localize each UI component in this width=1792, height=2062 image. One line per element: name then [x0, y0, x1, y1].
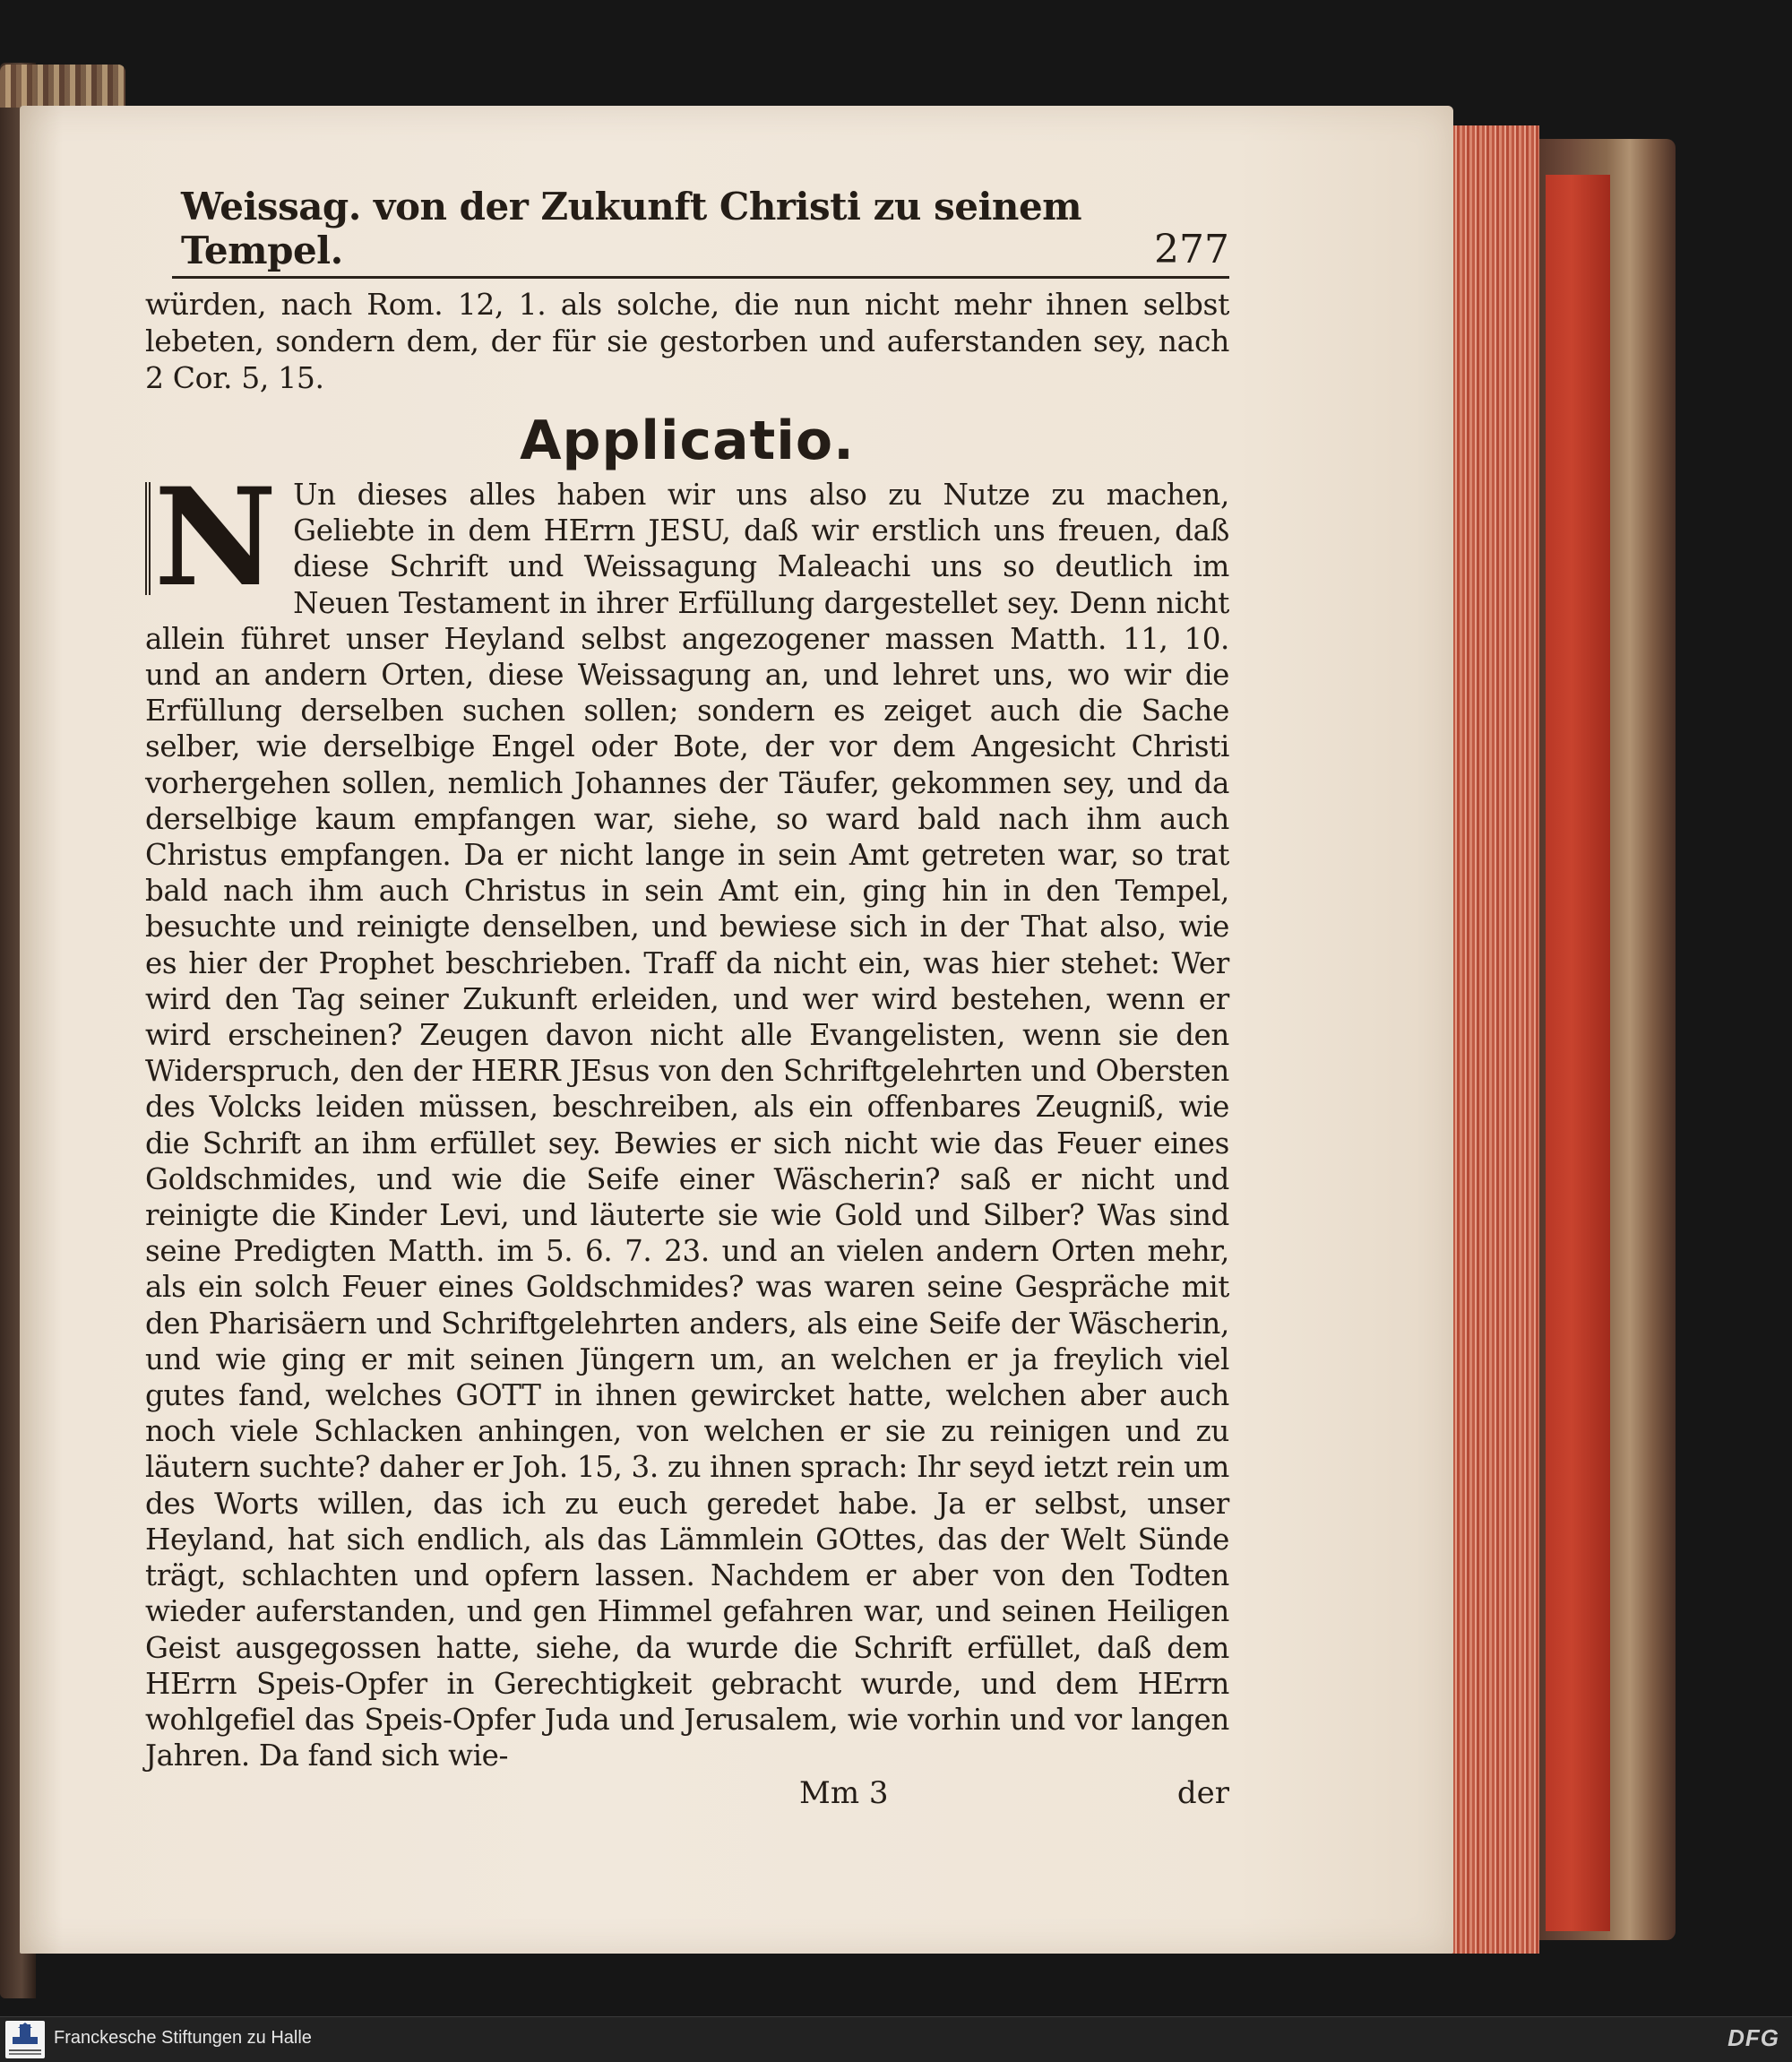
page-number: 277	[1154, 227, 1229, 272]
institution-name: Franckesche Stiftungen zu Halle	[54, 2028, 312, 2048]
drop-initial: N	[145, 482, 280, 595]
page-edges-red	[1546, 175, 1610, 1931]
page-foot	[145, 1775, 1229, 1818]
signature-mark: Mm 3	[799, 1775, 889, 1812]
book-headband	[0, 65, 125, 108]
body-text: Un dieses alles haben wir uns also zu Nutze zu machen, Geliebte in dem HErrn JESU, daß wir erstlich uns freuen, daß diese Schrift und Weissagung Maleachi uns so deutlich im Neuen Testament in ihrer Erfüllung dargestellet sey. Denn nicht allein führet unser Heyland selbst angezogener massen Matth. 11, 10. und an andern Orten, diese Weissagung an, und lehret uns, wo wir die Erfüllung derselben suchen sollen; sondern es zeiget auch die Sache selber, wie derselbige Engel oder Bote, der vor dem Angesicht Christi vorhergehen sollen, nemlich Johannes der Täufer, gekommen sey, und da derselbige kaum empfangen war, siehe, so ward bald nach ihm auch Christus empfangen. Da er nicht lange in sein Amt getreten war, so trat bald nach ihm auch Christus in sein Amt ein, ging hin in den Tempel, besuchte und reinigte denselben, und bewiese sich in der That also, wie es hier der Prophet beschrieben. Traff da nicht ein, was hier stehet: Wer wird den Tag seiner Zukunft erleiden, und wer wird bestehen, wenn er wird erscheinen? Zeugen davon nicht alle Evangelisten, wenn sie den Widerspruch, den der HERR JEsus von den Schriftgelehrten und Obersten des Volcks leiden müssen, beschreiben, als ein offenbares Zeugniß, wie die Schrift an ihm erfüllet sey. Bewies er sich nicht wie das Feuer eines Goldschmides, und wie die Seife einer Wäscherin? saß er nicht und reinigte die Kinder Levi, und läuterte sie wie Gold und Silber? Was sind seine Predigten Matth. im 5. 6. 7. 23. und an vielen andern Orten mehr, als ein solch Feuer eines Goldschmides? was waren seine Gespräche mit den Pharisäern und Schriftgelehrten anders, als eine Seife der Wäscherin, und wie ging er mit seinen Jüngern um, an welchen er ja freylich viel gutes fand, welches GOTT in ihnen gewircket hatte, welchen aber auch noch viele Schlacken anhingen, von welchen er sie zu reinigen und zu läutern suchte? daher er Joh. 15, 3. zu ihnen sprach: Ihr seyd ietzt rein um des Worts willen, das ich zu euch geredet habe. Ja er selbst, unser Heyland, hat sich endlich, als das Lämmlein GOttes, das der Welt Sünde trägt, schlachten und opfern lassen. Nachdem er aber von den Todten wieder auferstanden, und gen Himmel gefahren war, und seinen Heiligen Geist ausgegossen hatte, siehe, da wurde die Schrift erfüllet, daß dem HErrn Speis-Opfer in Gerechtigkeit gebracht wurde, und dem HErrn wohlgefiel das Speis-Opfer Juda und Jerusalem, wie vorhin und vor langen Jahren. Da fand sich wie-	[145, 478, 1229, 1773]
catchword: der	[1176, 1775, 1229, 1812]
viewer-footer	[0, 2016, 1792, 2062]
institution-logo-icon	[5, 2021, 45, 2058]
section-heading: Applicatio.	[520, 410, 855, 472]
body-paragraph	[145, 459, 1229, 1773]
running-title: Weissag. von der Zukunft Christi zu seinem Tempel.	[181, 185, 1082, 272]
page-edges	[1450, 125, 1539, 1954]
running-head	[172, 185, 1229, 279]
lead-paragraph: würden, nach Rom. 12, 1. als solche, die nun nicht mehr ihnen selbst lebeten, sondern dem, der für sie gestorben und auferstanden sey, nach 2 Cor. 5, 15.	[145, 287, 1229, 395]
page-text-block	[145, 185, 1229, 1818]
dfg-logo: DFG	[1727, 2024, 1779, 2051]
book-page	[20, 106, 1453, 1954]
